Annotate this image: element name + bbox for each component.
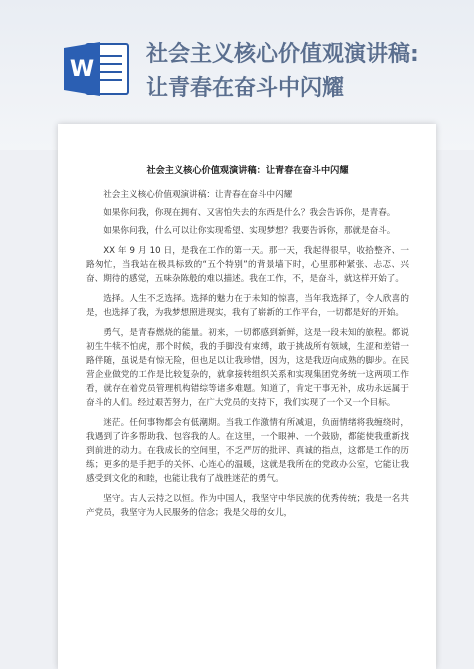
- paragraph: 勇气，是青春燃烧的能量。初来，一切都感到新鲜，这是一段未知的旅程。都说初生牛犊不怕虎，那个时候，我的手脚没有束缚，敢于挑战所有领域，生涩和差错一路伴随，虽说是有惊无险，但也足以让我珍惜，因为，这是我迈向成熟的脚步。在民营企业做党的工作是比较复杂的，就拿接转组织关系和实现集团党务统一这两项工作看，就存在着党员管理机构错综等诸多难题。知道了，肯定干事无补，成功永远属于奋斗的人们。经过艰苦努力，在广大党员的支持下，我们实现了一个又一个目标。: [86, 328, 409, 408]
- paragraph: 选择。人生不乏选择。选择的魅力在于未知的惊喜，当年我选择了，令人欣喜的是，也选择了我，为我梦想照进现实，我有了崭新的工作平台，一切都是好的开始。: [86, 294, 409, 318]
- document-body: [86, 164, 409, 524]
- paragraph: 坚守。古人云持之以恒。作为中国人，我坚守中华民族的优秀传统；我是一名共产党员，我坚守为人民服务的信念；我是父母的女儿，: [86, 494, 409, 518]
- doc-title: [146, 38, 466, 106]
- paragraph: 迷茫。任何事物都会有低潮期。当我工作激情有所减退，负面情绪将我缠绕时，我遇到了许多帮助我、包容我的人。在这里，一个眼神、一个鼓励，都能使我重新找到前进的动力。在我成长的空间里，不乏严厉的批评、真诚的指点，这都是工作的历练；更多的是手把手的关怀、心连心的温暖，这就是我所在的党政办公室，它能让我感受到文化的和睦，也能让我有了战胜迷茫的勇气。: [86, 418, 409, 484]
- doc-title-line2: 让青春在奋斗中闪耀: [146, 76, 345, 101]
- word-icon-letter: W: [69, 57, 95, 82]
- page-heading: 社会主义核心价值观演讲稿：让青春在奋斗中闪耀: [146, 165, 349, 176]
- word-doc-icon: [64, 40, 130, 98]
- paragraph: 如果你问我，你现在拥有、又害怕失去的东西是什么？我会告诉你，是青春。: [103, 208, 396, 218]
- document-page: [58, 124, 436, 669]
- paragraph: XX 年 9 月 10 日，是我在工作的第一天。那一天，我起得很早，收拾整齐、一路匆忙，当我站在极具标致的“五个特别”的背景墙下时，心里那种紧张、忐忑、兴奋、期待的感觉，五味杂陈般的难以描述。我在工作，不，是奋斗，就这样开始了。: [86, 246, 409, 284]
- paragraph: 社会主义核心价值观演讲稿：让青春在奋斗中闪耀: [103, 190, 293, 200]
- paragraph: 如果你问我，什么可以让你实现希望、实现梦想？我要告诉你，那就是奋斗。: [103, 226, 396, 236]
- doc-title-line1: 社会主义核心价值观演讲稿:: [146, 42, 419, 67]
